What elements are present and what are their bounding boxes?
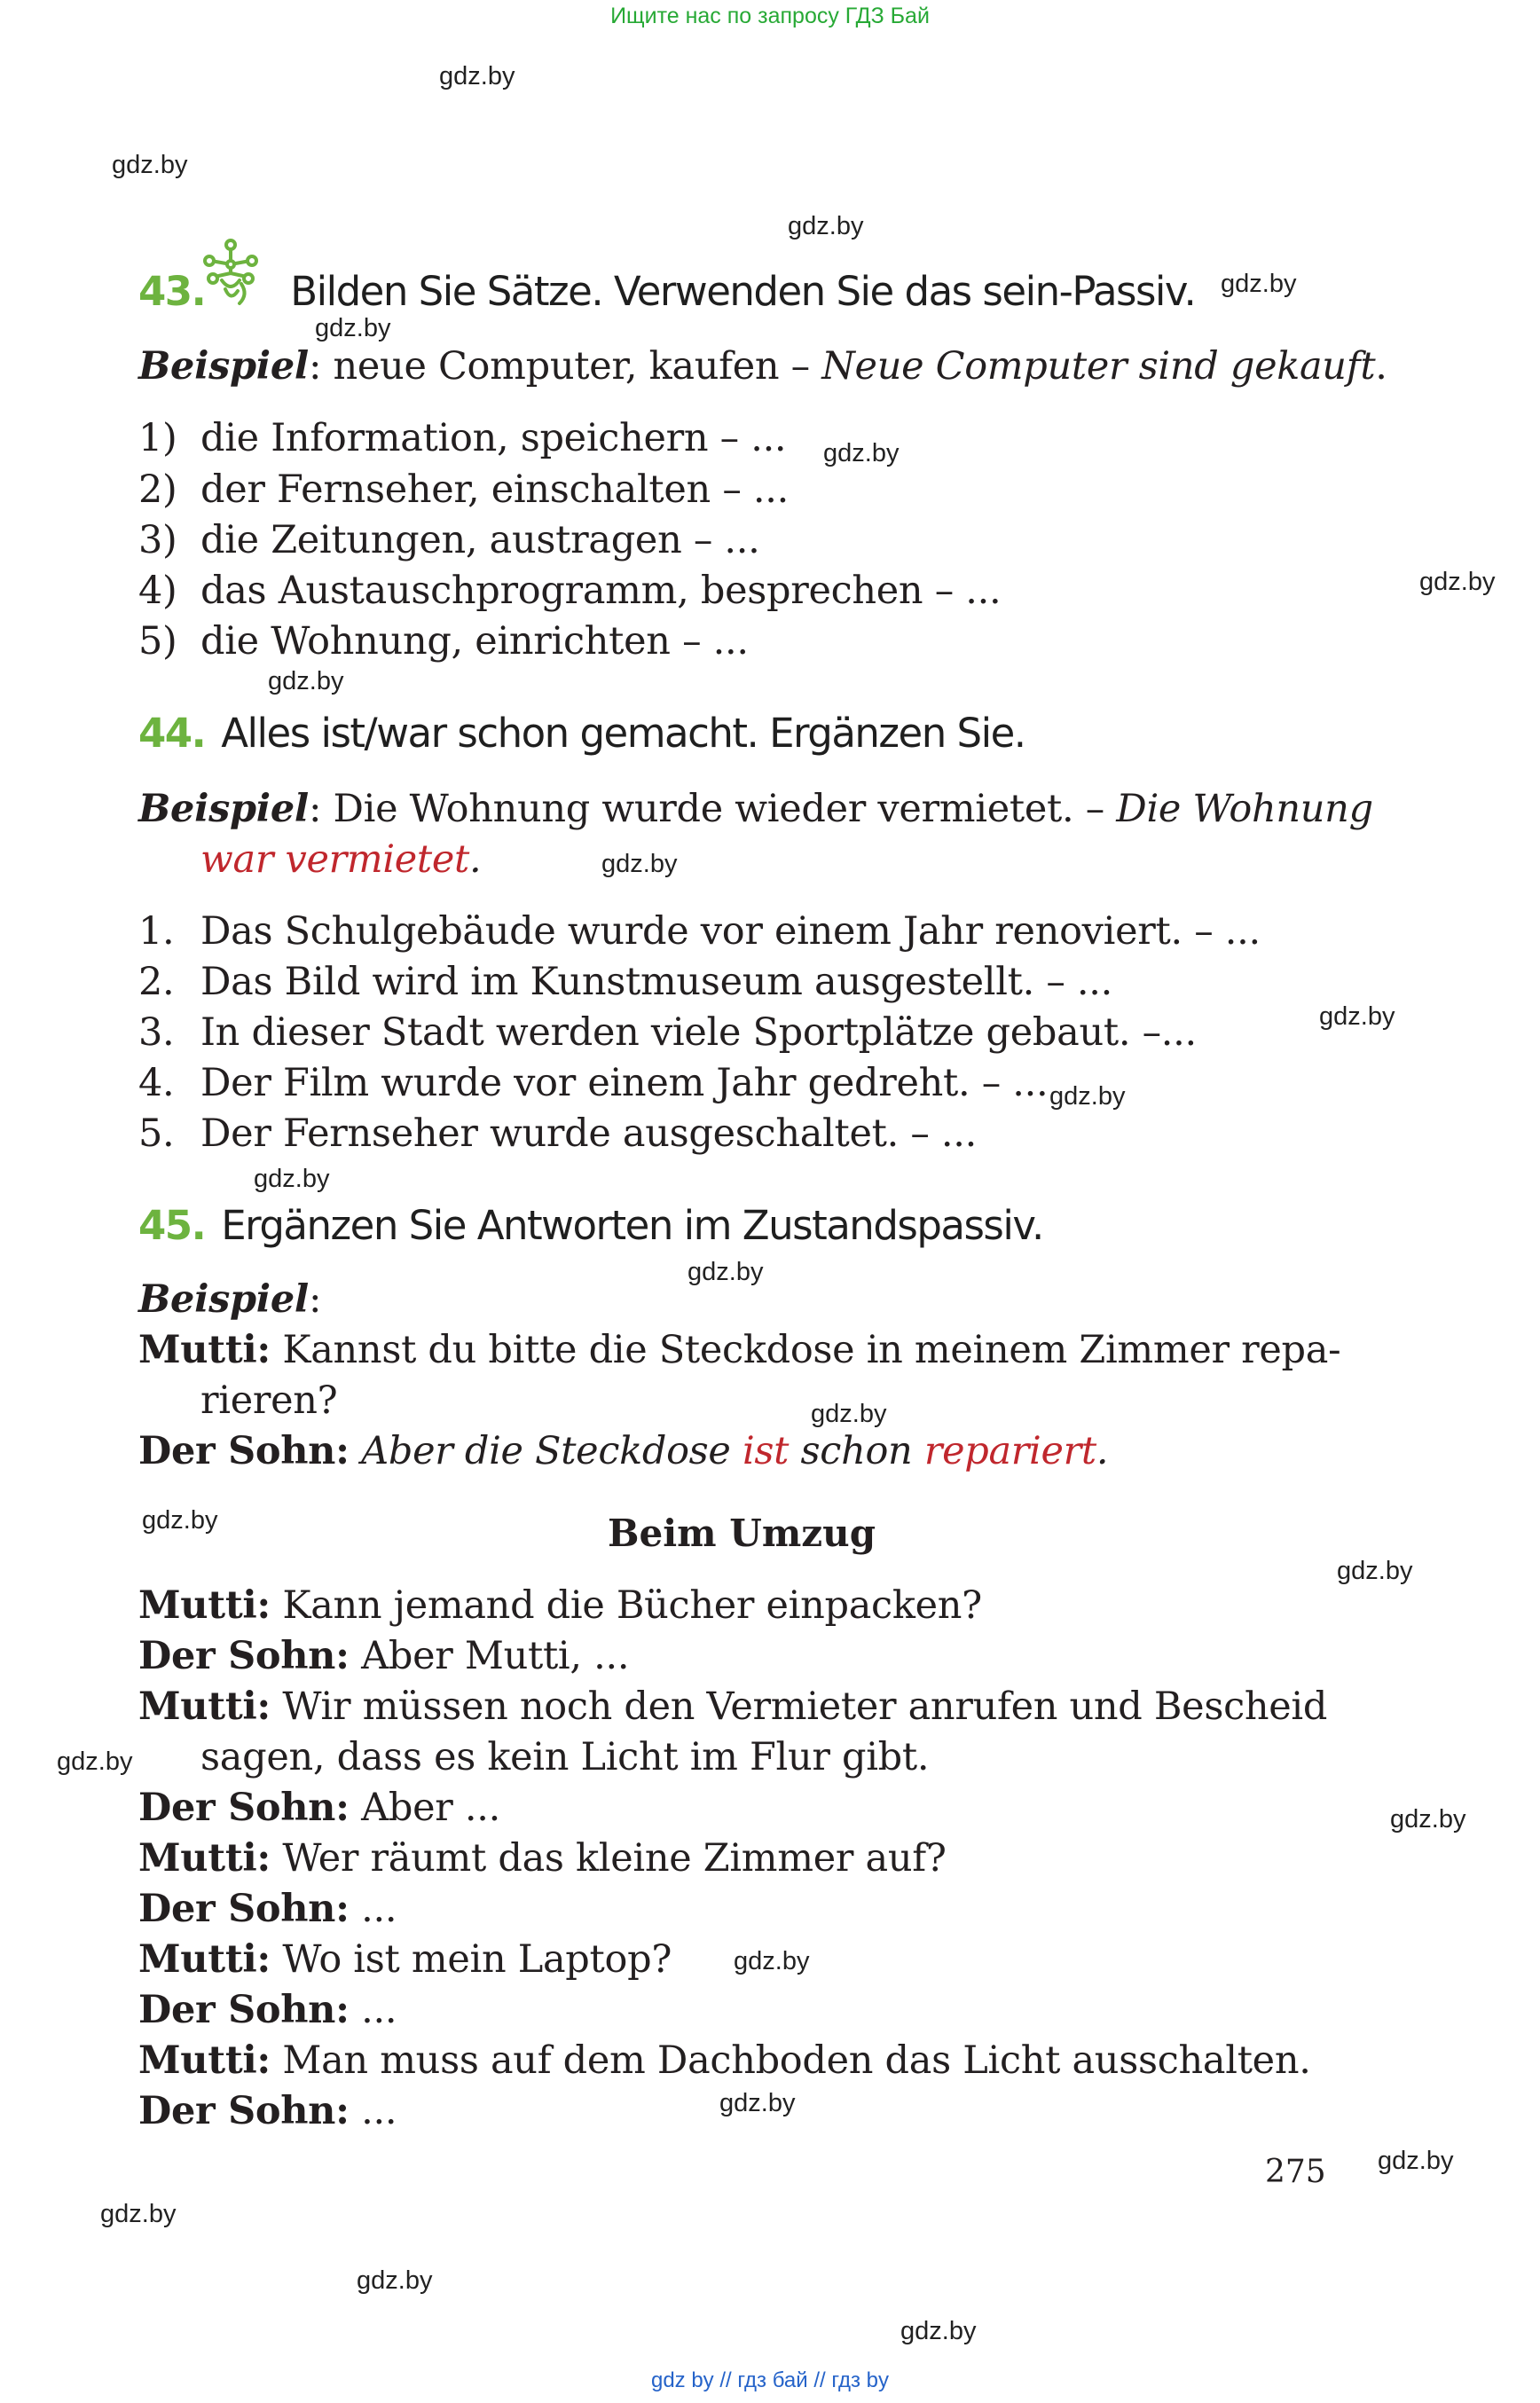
list-item xyxy=(138,960,1112,1004)
item-text: Das Schulgebäude wurde vor einem Jahr renoviert. – ... xyxy=(200,909,1261,954)
watermark: gdz.by xyxy=(1390,1805,1466,1834)
watermark: gdz.by xyxy=(57,1747,133,1776)
speaker-mutti: Mutti: xyxy=(138,1937,271,1982)
dialog-line xyxy=(138,1583,982,1628)
watermark: gdz.by xyxy=(719,2089,796,2117)
item-number: 3. xyxy=(138,1010,175,1055)
watermark: gdz.by xyxy=(601,850,678,878)
item-number: 2. xyxy=(138,960,175,1004)
speaker-mutti: Mutti: xyxy=(138,2038,271,2083)
watermark: gdz.by xyxy=(1378,2147,1454,2175)
example-mutti-line xyxy=(138,1328,1340,1372)
speech-text: sagen, dass es kein Licht im Flur gibt. xyxy=(200,1735,930,1779)
exercise-title: Alles ist/war schon gemacht. Ergänzen Sie. xyxy=(221,710,1025,757)
list-item xyxy=(138,518,760,562)
item-number: 4) xyxy=(138,569,177,613)
watermark: gdz.by xyxy=(357,2266,433,2295)
speech-text: rieren? xyxy=(200,1378,338,1423)
item-text: In dieser Stadt werden viele Sportplätze gebaut. –... xyxy=(200,1010,1197,1055)
item-number: 5. xyxy=(138,1111,175,1156)
item-text: die Information, speichern – ... xyxy=(200,416,787,460)
speech-text: Wer räumt das kleine Zimmer auf? xyxy=(271,1836,947,1881)
beispiel-45 xyxy=(138,1277,321,1322)
watermark: gdz.by xyxy=(900,2317,977,2345)
dialog-line-cont xyxy=(200,1735,929,1779)
list-item xyxy=(138,1010,1197,1055)
dialog-line xyxy=(138,2038,1311,2083)
speaker-mutti: Mutti: xyxy=(138,1583,271,1628)
speech-text: ... xyxy=(349,1887,397,1931)
exercise-number: 43. xyxy=(138,268,206,315)
watermark: gdz.by xyxy=(254,1165,330,1193)
beispiel-label: Beispiel xyxy=(138,344,309,389)
speaker-mutti: Mutti: xyxy=(138,1328,271,1372)
speech-text: Wir müssen noch den Vermieter anrufen und Bescheid xyxy=(271,1684,1328,1729)
speaker-sohn: Der Sohn: xyxy=(138,1988,350,2032)
speaker-sohn: Der Sohn: xyxy=(138,1429,350,1473)
beispiel-answer: Die Wohnung xyxy=(1116,787,1373,831)
exercise-number: 44. xyxy=(138,710,206,757)
watermark: gdz.by xyxy=(734,1947,810,1975)
speech-text: Aber ... xyxy=(349,1786,500,1830)
item-text: Der Fernseher wurde ausgeschaltet. – ... xyxy=(200,1111,978,1156)
beispiel-end: . xyxy=(469,837,482,882)
watermark: gdz.by xyxy=(811,1400,887,1428)
item-number: 2) xyxy=(138,467,177,512)
exercise-43-heading xyxy=(138,268,1195,315)
speaker-mutti: Mutti: xyxy=(138,1684,271,1729)
list-item xyxy=(138,1111,977,1156)
beispiel-text: : Die Wohnung wurde wieder vermietet. – xyxy=(308,787,1117,831)
item-text: das Austauschprogramm, besprechen – ... xyxy=(200,569,1002,613)
speech-text: Wo ist mein Laptop? xyxy=(271,1937,672,1982)
top-banner: Ищите нас по запросу ГДЗ Бай xyxy=(610,4,930,28)
exercise-number: 45. xyxy=(138,1202,206,1249)
speaker-mutti: Mutti: xyxy=(138,1836,271,1881)
watermark: gdz.by xyxy=(1221,270,1297,298)
watermark: gdz.by xyxy=(788,212,864,240)
dialog-line xyxy=(138,1684,1327,1729)
speech-text: Aber Mutti, ... xyxy=(349,1634,630,1678)
beispiel-colon: : xyxy=(308,1277,322,1322)
dialog-line xyxy=(138,1937,672,1982)
speech-red: ist xyxy=(742,1429,790,1473)
exercise-44-heading xyxy=(138,710,1025,757)
beispiel-label: Beispiel xyxy=(138,787,309,831)
item-number: 1) xyxy=(138,416,177,460)
dialog-line xyxy=(138,2089,397,2133)
item-number: 3) xyxy=(138,518,177,562)
speaker-sohn: Der Sohn: xyxy=(138,1634,350,1678)
item-number: 1. xyxy=(138,909,175,954)
list-item xyxy=(138,569,1001,613)
exercise-title: Bilden Sie Sätze. Verwenden Sie das sein-Passiv. xyxy=(290,268,1196,315)
watermark: gdz.by xyxy=(100,2200,177,2228)
watermark: gdz.by xyxy=(1419,568,1496,596)
beispiel-44 xyxy=(138,787,1373,831)
example-mutti-line-cont xyxy=(200,1378,337,1423)
item-text: Der Film wurde vor einem Jahr gedreht. – ... xyxy=(200,1061,1049,1105)
speech-text: Aber die Steckdose xyxy=(349,1429,742,1473)
watermark: gdz.by xyxy=(1319,1002,1395,1031)
speech-text: Kann jemand die Bücher einpacken? xyxy=(271,1583,982,1628)
item-text: der Fernseher, einschalten – ... xyxy=(200,467,789,512)
speech-text: ... xyxy=(349,1988,397,2032)
dialog-line xyxy=(138,1836,947,1881)
dialog-title: Beim Umzug xyxy=(608,1512,876,1555)
exercise-45-heading xyxy=(138,1202,1043,1249)
watermark: gdz.by xyxy=(688,1258,764,1286)
speech-red: repariert xyxy=(923,1429,1096,1473)
dialog-line xyxy=(138,1786,500,1830)
watermark: gdz.by xyxy=(142,1506,218,1535)
exercise-title: Ergänzen Sie Antworten im Zustandspassiv. xyxy=(221,1202,1043,1249)
item-number: 5) xyxy=(138,619,177,664)
beispiel-answer-red: war vermietet xyxy=(200,837,470,882)
item-number: 4. xyxy=(138,1061,175,1105)
speech-text: . xyxy=(1096,1429,1109,1473)
list-item xyxy=(138,909,1261,954)
watermark: gdz.by xyxy=(823,439,900,467)
dialog-line xyxy=(138,1887,397,1931)
beispiel-44-cont xyxy=(200,837,481,882)
beispiel-end: . xyxy=(1375,344,1387,389)
speaker-sohn: Der Sohn: xyxy=(138,1786,350,1830)
speaker-sohn: Der Sohn: xyxy=(138,1887,350,1931)
watermark: gdz.by xyxy=(315,314,391,342)
beispiel-label: Beispiel xyxy=(138,1277,309,1322)
beispiel-43 xyxy=(138,344,1387,389)
speech-text: Man muss auf dem Dachboden das Licht ausschalten. xyxy=(271,2038,1311,2083)
example-sohn-line xyxy=(138,1429,1108,1473)
dialog-line xyxy=(138,1988,397,2032)
item-text: Das Bild wird im Kunstmuseum ausgestellt. – ... xyxy=(200,960,1113,1004)
list-item xyxy=(138,416,786,460)
watermark: gdz.by xyxy=(112,151,188,179)
list-item xyxy=(138,1061,1048,1105)
beispiel-text: : neue Computer, kaufen – xyxy=(308,344,822,389)
speech-text: Kannst du bitte die Steckdose in meinem Zimmer repa- xyxy=(271,1328,1341,1372)
watermark: gdz.by xyxy=(1049,1082,1126,1111)
beispiel-answer: Neue Computer sind gekauft xyxy=(821,344,1376,389)
page-number: 275 xyxy=(1265,2154,1326,2190)
watermark: gdz.by xyxy=(268,667,344,695)
dialog-line xyxy=(138,1634,629,1678)
list-item xyxy=(138,467,789,512)
footer-links[interactable]: gdz by // гдз бай // гдз by xyxy=(650,2368,890,2392)
list-item xyxy=(138,619,749,664)
item-text: die Wohnung, einrichten – ... xyxy=(200,619,749,664)
speaker-sohn: Der Sohn: xyxy=(138,2089,350,2133)
speech-text: schon xyxy=(789,1429,924,1473)
watermark: gdz.by xyxy=(439,62,515,90)
watermark: gdz.by xyxy=(1337,1557,1413,1585)
item-text: die Zeitungen, austragen – ... xyxy=(200,518,760,562)
speech-text: ... xyxy=(349,2089,397,2133)
